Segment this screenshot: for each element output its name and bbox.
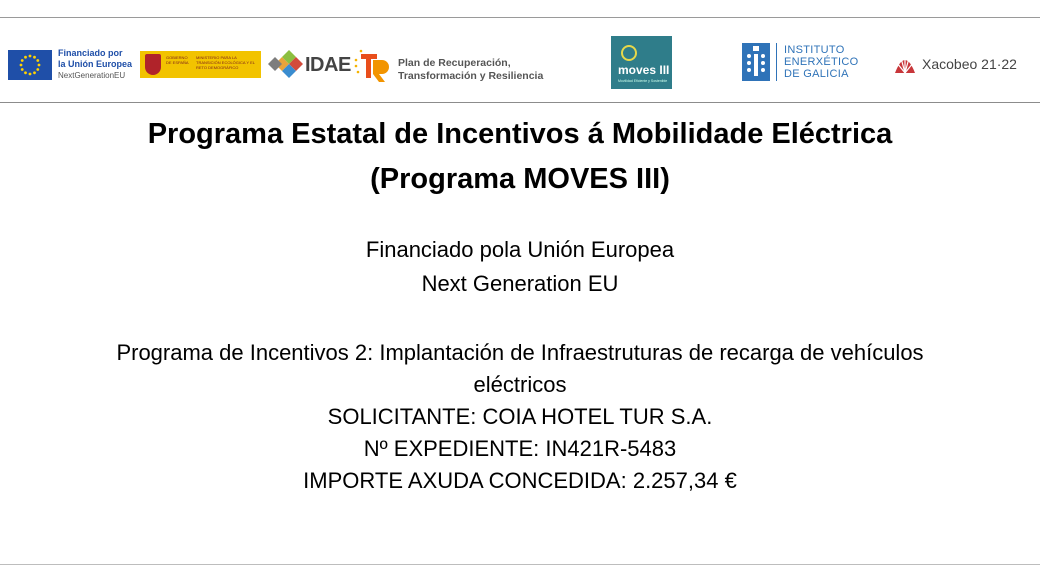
- eu-flag-icon: [8, 50, 52, 80]
- bottom-rule: [0, 564, 1040, 565]
- eu-line1: Financiado por: [58, 48, 123, 58]
- grant-amount: IMPORTE AXUDA CONCEDIDA: 2.257,34 €: [303, 468, 737, 493]
- tr-icon: [353, 48, 391, 82]
- scallop-shell-icon: [893, 53, 917, 75]
- coat-of-arms-icon: [145, 54, 161, 75]
- moves-word: moves III: [618, 63, 670, 77]
- inega-line1: INSTITUTO: [784, 44, 845, 56]
- idae-diamond-icon: [265, 49, 303, 79]
- logo-strip: [0, 18, 1040, 102]
- prtr-line1: Plan de Recuperación,: [398, 57, 511, 69]
- moves-small-text: Movilidad Eficiente y Sostenible: [618, 79, 668, 83]
- title-line2: (Programa MOVES III): [370, 163, 670, 195]
- funding-line2: Next Generation EU: [421, 271, 619, 296]
- inega-line2: ENERXÉTICO: [784, 56, 859, 68]
- gobierno-espana-logo: [140, 51, 261, 78]
- details-block: [0, 337, 1040, 497]
- funding-block: [0, 233, 1040, 301]
- file-number: Nº EXPEDIENTE: IN421R-5483: [363, 436, 677, 461]
- inega-divider: [776, 43, 777, 81]
- moves-iii-logo: [611, 36, 672, 89]
- header-rule: [0, 102, 1040, 103]
- eu-line2: la Unión Europea: [58, 59, 133, 69]
- program-line2: eléctricos: [473, 372, 567, 397]
- galicia-shield-icon: [742, 43, 770, 81]
- prtr-line2: Transformación y Resiliencia: [398, 70, 544, 82]
- title-line1: Programa Estatal de Incentivos á Mobilidade Eléctrica: [147, 118, 893, 150]
- page-title: [0, 112, 1040, 202]
- funding-line1: Financiado pola Unión Europea: [365, 237, 675, 262]
- idae-word: IDAE: [305, 54, 351, 76]
- gobierno-text: GOBIERNO DE ESPAÑA: [166, 55, 189, 65]
- xacobeo-word: Xacobeo 21·22: [922, 56, 1017, 72]
- program-line1: Programa de Incentivos 2: Implantación de Infraestruturas de recarga de vehículos: [116, 340, 924, 365]
- inega-line3: DE GALICIA: [784, 68, 849, 80]
- ministerio-text: MINISTERIO PARA LA TRANSICIÓN ECOLÓGICA Y EL RETO DEMOGRÁFICO: [196, 55, 255, 70]
- eu-line3: NextGenerationEU: [58, 71, 126, 80]
- moves-plug-icon: [621, 45, 637, 61]
- applicant: SOLICITANTE: COIA HOTEL TUR S.A.: [327, 404, 713, 429]
